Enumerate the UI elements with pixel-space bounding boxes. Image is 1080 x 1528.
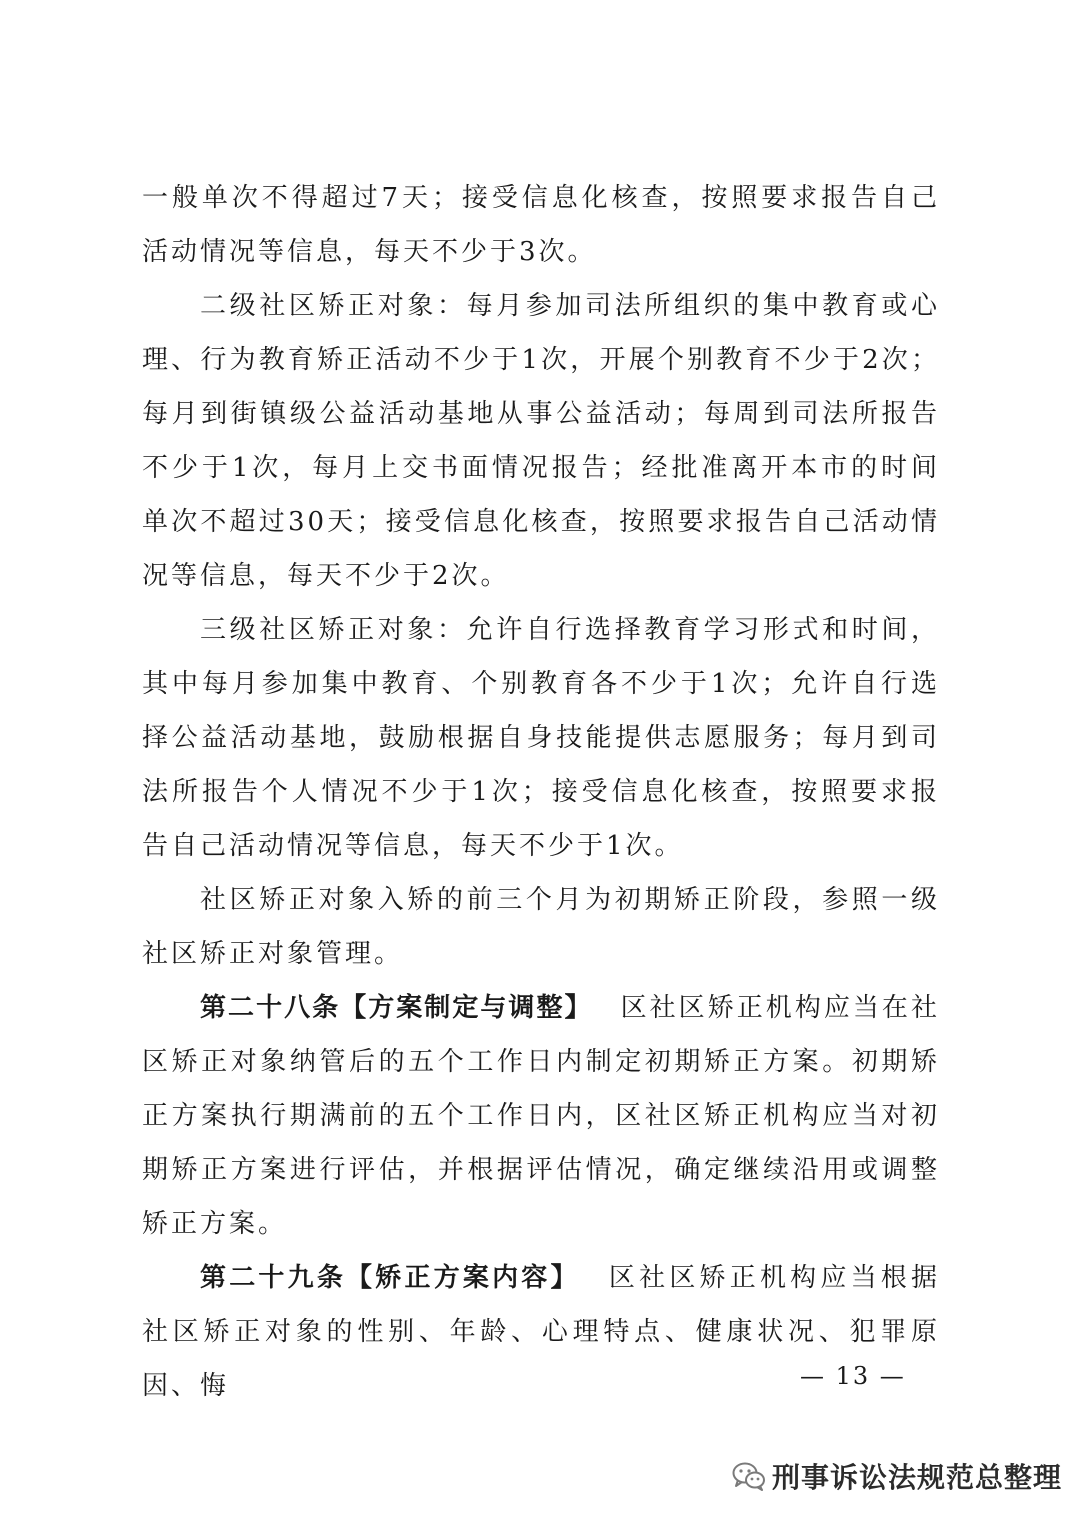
paragraph-text: 三级社区矫正对象：允许自行选择教育学习形式和时间，其中每月参加集中教育、个别教育各不少于1次；允许自行选择公益活动基地，鼓励根据自身技能提供志愿服务；每月到司法所报告个人情况不少于1次；接受信息化核查，按照要求报告自己活动情况等信息，每天不少于1次。 — [142, 615, 940, 861]
watermark — [732, 1456, 1062, 1496]
wechat-icon — [732, 1461, 766, 1491]
page-number: — 13 — — [800, 1362, 906, 1390]
paragraph-level-two — [142, 279, 940, 603]
paragraph-continuation — [142, 171, 940, 279]
paragraph-text: 二级社区矫正对象：每月参加司法所组织的集中教育或心理、行为教育矫正活动不少于1次，开展个别教育不少于2次；每月到街镇级公益活动基地从事公益活动；每周到司法所报告不少于1次，每月上交书面情况报告；经批准离开本市的时间单次不超过30天；接受信息化核查，按照要求报告自己活动情况等信息，每天不少于2次。 — [142, 291, 940, 591]
paragraph-initial-stage — [142, 873, 940, 981]
article-heading: 第二十八条【方案制定与调整】 — [200, 993, 593, 1023]
paragraph-text: 社区矫正对象入矫的前三个月为初期矫正阶段，参照一级社区矫正对象管理。 — [142, 885, 940, 969]
article-heading: 第二十九条【矫正方案内容】 — [200, 1263, 580, 1293]
document-body — [142, 171, 940, 1413]
paragraph-text: 一般单次不得超过7天；接受信息化核查，按照要求报告自己活动情况等信息，每天不少于3次。 — [142, 183, 940, 267]
article-28 — [142, 981, 940, 1251]
article-text: 区社区矫正机构应当根据社区矫正对象的性别、年龄、心理特点、健康状况、犯罪原因、悔 — [142, 1263, 940, 1401]
paragraph-level-three — [142, 603, 940, 873]
article-text: 区社区矫正机构应当在社区矫正对象纳管后的五个工作日内制定初期矫正方案。初期矫正方案执行期满前的五个工作日内，区社区矫正机构应当对初期矫正方案进行评估，并根据评估情况，确定继续沿用或调整矫正方案。 — [142, 993, 940, 1239]
watermark-text: 刑事诉讼法规范总整理 — [772, 1461, 1063, 1494]
